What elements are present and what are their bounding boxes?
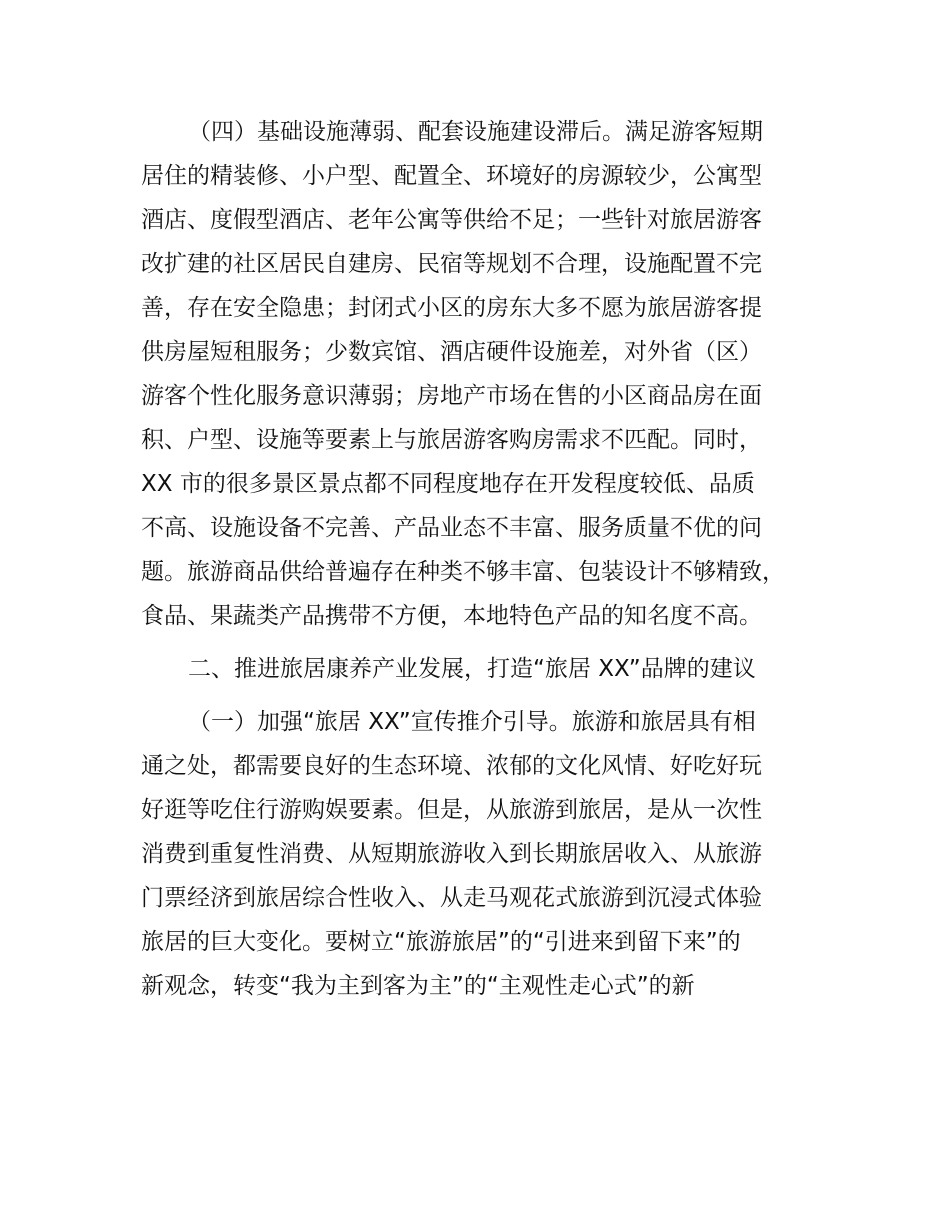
paragraph-line: 居住的精装修、小户型、配置全、环境好的房源较少，公寓型 [141,163,762,189]
paragraph-line: （一）加强“旅居 XX”宣传推介引导。旅游和旅居具有相 [188,709,756,735]
paragraph-line: 门票经济到旅居综合性收入、从走马观花式旅游到沉浸式体验 [141,885,762,911]
paragraph-line: 积、户型、设施等要素上与旅居游客购房需求不匹配。同时， [141,427,762,453]
paragraph-line: 食品、果蔬类产品携带不方便，本地特色产品的知名度不高。 [141,603,762,629]
paragraph-line: XX 市的很多景区景点都不同程度地存在开发程度较低、品质 [141,471,755,497]
paragraph-line: 改扩建的社区居民自建房、民宿等规划不合理，设施配置不完 [141,251,762,277]
paragraph-line: 题。旅游商品供给普遍存在种类不够丰富、包装设计不够精致， [141,559,785,585]
paragraph-line: 酒店、度假型酒店、老年公寓等供给不足；一些针对旅居游客 [141,207,762,233]
paragraph-line: 消费到重复性消费、从短期旅游收入到长期旅居收入、从旅游 [141,841,762,867]
paragraph-line: 旅居的巨大变化。要树立“旅游旅居”的“引进来到留下来”的 [141,929,741,955]
paragraph-line: 新观念，转变“我为主到客为主”的“主观性走心式”的新 [141,973,695,999]
paragraph-line: 善，存在安全隐患；封闭式小区的房东大多不愿为旅居游客提 [141,295,762,321]
paragraph-line: 好逛等吃住行游购娱要素。但是，从旅游到旅居，是从一次性 [141,797,762,823]
section-heading: 二、推进旅居康养产业发展，打造“旅居 XX”品牌的建议 [188,656,756,682]
paragraph-line: （四）基础设施薄弱、配套设施建设滞后。满足游客短期 [188,119,763,145]
paragraph-line: 通之处，都需要良好的生态环境、浓郁的文化风情、好吃好玩 [141,753,762,779]
paragraph-line: 不高、设施设备不完善、产品业态不丰富、服务质量不优的问 [141,515,762,541]
paragraph-line: 供房屋短租服务；少数宾馆、酒店硬件设施差，对外省（区） [141,339,762,365]
paragraph-line: 游客个性化服务意识薄弱；房地产市场在售的小区商品房在面 [141,383,762,409]
